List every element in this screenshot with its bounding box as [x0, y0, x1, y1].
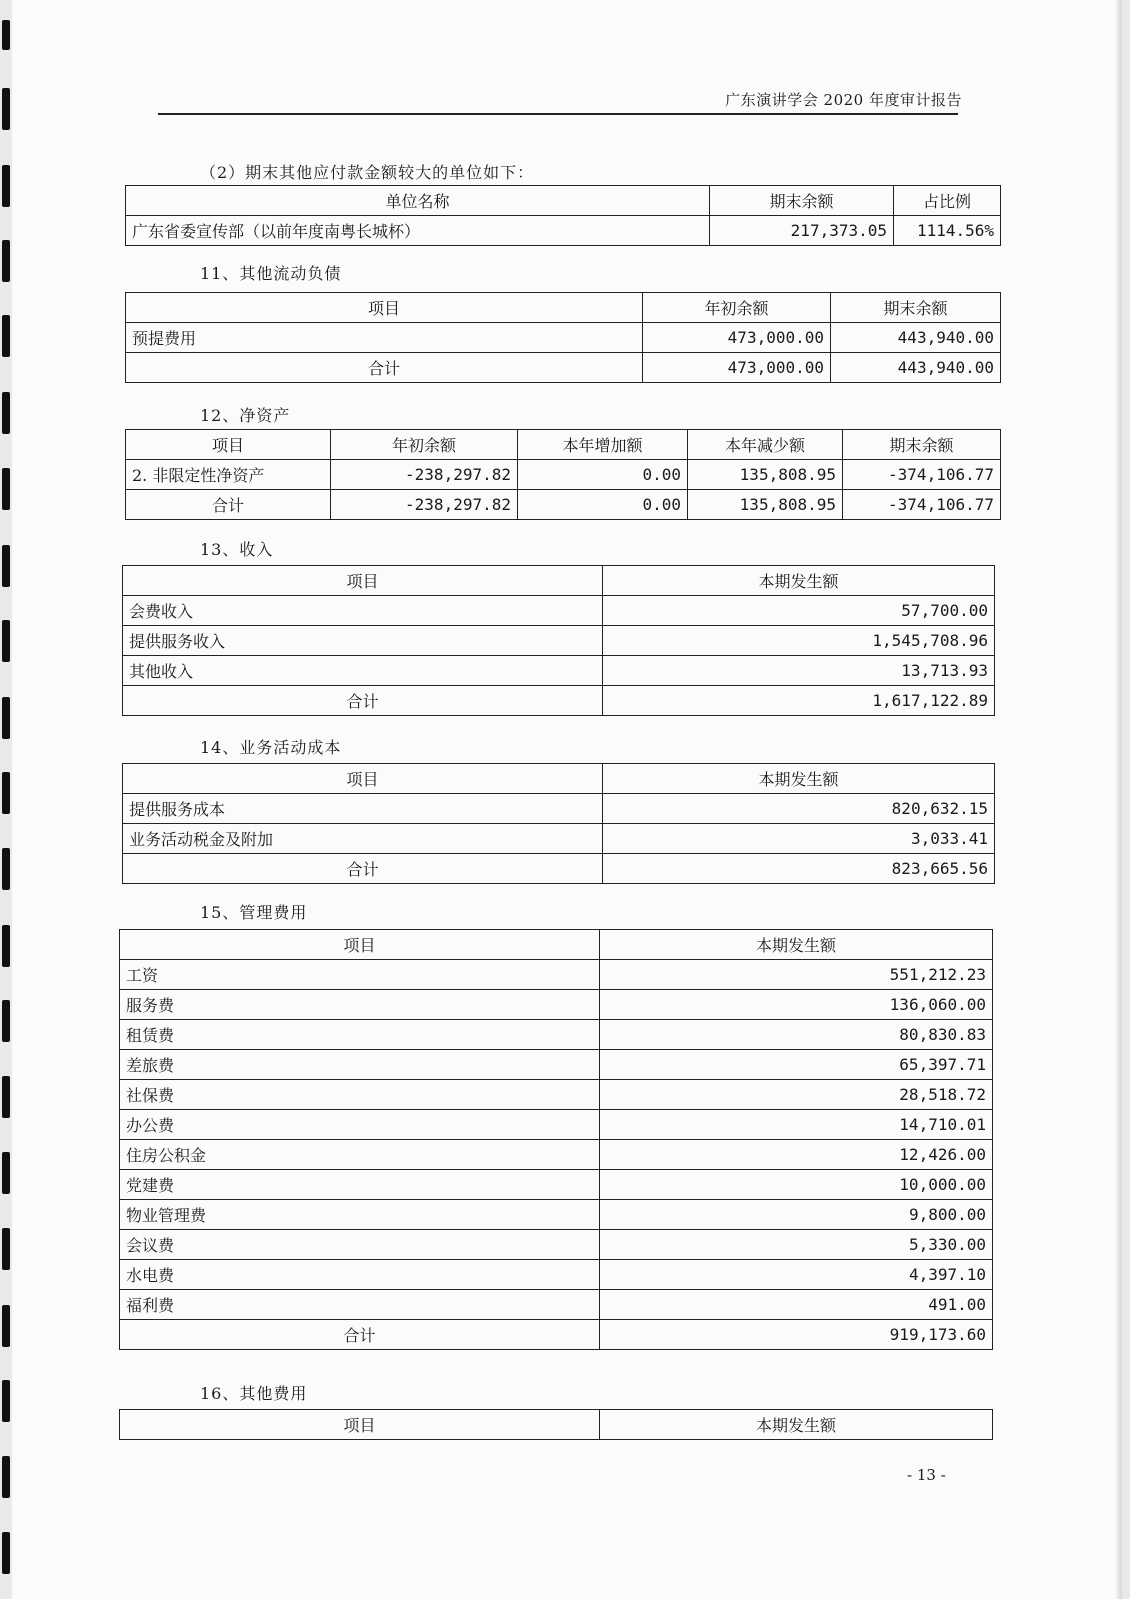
- net-assets-table: [125, 429, 1001, 520]
- cell-ratio: 1114.56%: [894, 216, 1001, 246]
- other-expense-table: [119, 1409, 993, 1440]
- column-header: 本期发生额: [600, 930, 993, 960]
- cell-item: 差旅费: [120, 1050, 600, 1080]
- binding-mark: [2, 165, 10, 207]
- cell-amount: 28,518.72: [600, 1080, 993, 1110]
- cell-amount: 135,808.95: [688, 490, 843, 520]
- section-title-15: 15、管理费用: [200, 903, 308, 922]
- cell-amount: 10,000.00: [600, 1170, 993, 1200]
- table-row: [120, 960, 993, 990]
- column-header: 期末余额: [843, 430, 1001, 460]
- binding-mark: [2, 772, 10, 814]
- total-row: [123, 686, 995, 716]
- cell-amount: 135,808.95: [688, 460, 843, 490]
- column-header: 占比例: [894, 186, 1001, 216]
- column-header: 年初余额: [643, 293, 831, 323]
- cell-item: 工资: [120, 960, 600, 990]
- cell-item: 2. 非限定性净资产: [126, 460, 331, 490]
- column-header: 年初余额: [331, 430, 518, 460]
- cell-amount: 919,173.60: [600, 1320, 993, 1350]
- binding-mark: [2, 620, 10, 662]
- column-header: 本年增加额: [518, 430, 688, 460]
- column-header: 项目: [120, 1410, 600, 1440]
- cell-item: 会议费: [120, 1230, 600, 1260]
- table-row: [120, 1260, 993, 1290]
- section-title-12: 12、净资产: [200, 406, 291, 425]
- binding-mark: [2, 88, 10, 130]
- cell-amount: 0.00: [518, 460, 688, 490]
- page-number: - 13 -: [907, 1466, 946, 1484]
- other-current-liabilities-table: [125, 292, 1001, 383]
- cell-amount: 473,000.00: [643, 353, 831, 383]
- cell-amount: -374,106.77: [843, 490, 1001, 520]
- cell-item: 业务活动税金及附加: [123, 824, 603, 854]
- table-row: [120, 1140, 993, 1170]
- cell-amount: 443,940.00: [831, 323, 1001, 353]
- binding-mark: [2, 545, 10, 587]
- table-row: [120, 1020, 993, 1050]
- table-row: [120, 990, 993, 1020]
- cell-item: 预提费用: [126, 323, 643, 353]
- binding-mark: [2, 20, 10, 50]
- total-label: 合计: [126, 490, 331, 520]
- cell-amount: 1,617,122.89: [603, 686, 995, 716]
- table-row: [123, 794, 995, 824]
- cell-amount: 57,700.00: [603, 596, 995, 626]
- column-header: 项目: [126, 293, 643, 323]
- table-row: [120, 1110, 993, 1140]
- cell-amount: -238,297.82: [331, 460, 518, 490]
- table-header-row: [123, 566, 995, 596]
- total-label: 合计: [123, 686, 603, 716]
- binding-mark: [2, 392, 10, 434]
- column-header: 本期发生额: [603, 566, 995, 596]
- cell-amount: 13,713.93: [603, 656, 995, 686]
- cell-amount: 217,373.05: [710, 216, 894, 246]
- cell-item: 其他收入: [123, 656, 603, 686]
- column-header: 项目: [120, 930, 600, 960]
- table-row: [126, 216, 1001, 246]
- cell-item: 住房公积金: [120, 1140, 600, 1170]
- total-row: [123, 854, 995, 884]
- binding-mark: [2, 1305, 10, 1347]
- cell-amount: 1,545,708.96: [603, 626, 995, 656]
- cell-item: 社保费: [120, 1080, 600, 1110]
- column-header: 单位名称: [126, 186, 710, 216]
- binding-mark: [2, 1152, 10, 1194]
- column-header: 项目: [126, 430, 331, 460]
- binding-mark: [2, 1380, 10, 1422]
- table-row: [120, 1170, 993, 1200]
- total-row: [120, 1320, 993, 1350]
- section-title-16: 16、其他费用: [200, 1384, 308, 1403]
- table-row: [120, 1200, 993, 1230]
- table-row: [123, 596, 995, 626]
- table-header-row: [123, 764, 995, 794]
- binding-mark: [2, 468, 10, 510]
- header-rule: [158, 113, 958, 115]
- table-row: [123, 626, 995, 656]
- cell-item: 党建费: [120, 1170, 600, 1200]
- column-header: 本年减少额: [688, 430, 843, 460]
- table-row: [126, 460, 1001, 490]
- cell-amount: 823,665.56: [603, 854, 995, 884]
- cell-item: 租赁费: [120, 1020, 600, 1050]
- cell-item: 提供服务成本: [123, 794, 603, 824]
- table-row: [120, 1080, 993, 1110]
- cell-item: 福利费: [120, 1290, 600, 1320]
- section-title-11: 11、其他流动负债: [200, 264, 342, 283]
- column-header: 本期发生额: [603, 764, 995, 794]
- cell-amount: 3,033.41: [603, 824, 995, 854]
- cell-amount: 136,060.00: [600, 990, 993, 1020]
- business-cost-table: [122, 763, 995, 884]
- cell-amount: 5,330.00: [600, 1230, 993, 1260]
- column-header: 期末余额: [831, 293, 1001, 323]
- cell-item: 办公费: [120, 1110, 600, 1140]
- cell-amount: -374,106.77: [843, 460, 1001, 490]
- binding-mark: [2, 848, 10, 890]
- cell-amount: 65,397.71: [600, 1050, 993, 1080]
- admin-expense-table: [119, 929, 993, 1350]
- cell-amount: 80,830.83: [600, 1020, 993, 1050]
- cell-amount: 820,632.15: [603, 794, 995, 824]
- table-row: [126, 323, 1001, 353]
- total-label: 合计: [120, 1320, 600, 1350]
- cell-item: 物业管理费: [120, 1200, 600, 1230]
- income-table: [122, 565, 995, 716]
- binding-mark: [2, 1076, 10, 1118]
- total-label: 合计: [123, 854, 603, 884]
- cell-amount: 443,940.00: [831, 353, 1001, 383]
- cell-item: 服务费: [120, 990, 600, 1020]
- cell-amount: 14,710.01: [600, 1110, 993, 1140]
- total-label: 合计: [126, 353, 643, 383]
- section-title-13: 13、收入: [200, 540, 274, 559]
- table-header-row: [126, 430, 1001, 460]
- section-title-14: 14、业务活动成本: [200, 738, 342, 757]
- binding-mark: [2, 1000, 10, 1042]
- cell-item: 水电费: [120, 1260, 600, 1290]
- cell-name: 广东省委宣传部（以前年度南粤长城杯）: [126, 216, 710, 246]
- cell-amount: 551,212.23: [600, 960, 993, 990]
- cell-amount: 0.00: [518, 490, 688, 520]
- binding-mark: [2, 315, 10, 357]
- table-header-row: [126, 293, 1001, 323]
- column-header: 期末余额: [710, 186, 894, 216]
- binding-mark: [2, 240, 10, 282]
- total-row: [126, 353, 1001, 383]
- cell-item: 提供服务收入: [123, 626, 603, 656]
- section-title-payables: （2）期末其他应付款金额较大的单位如下：: [200, 163, 535, 182]
- binding-mark: [2, 1456, 10, 1498]
- cell-amount: 4,397.10: [600, 1260, 993, 1290]
- table-row: [123, 824, 995, 854]
- binding-mark: [2, 697, 10, 739]
- table-header-row: [120, 1410, 993, 1440]
- binding-mark: [2, 1532, 10, 1574]
- total-row: [126, 490, 1001, 520]
- table-row: [120, 1050, 993, 1080]
- cell-amount: 12,426.00: [600, 1140, 993, 1170]
- binding-mark: [2, 925, 10, 967]
- cell-amount: 491.00: [600, 1290, 993, 1320]
- report-header: 广东演讲学会 2020 年度审计报告: [725, 91, 962, 109]
- table-row: [123, 656, 995, 686]
- table-row: [120, 1290, 993, 1320]
- payables-table: [125, 185, 1001, 246]
- cell-amount: 9,800.00: [600, 1200, 993, 1230]
- column-header: 项目: [123, 764, 603, 794]
- cell-amount: -238,297.82: [331, 490, 518, 520]
- paper-edge: [1116, 0, 1122, 1599]
- table-header-row: [126, 186, 1001, 216]
- table-row: [120, 1230, 993, 1260]
- column-header: 本期发生额: [600, 1410, 993, 1440]
- cell-item: 会费收入: [123, 596, 603, 626]
- binding-mark: [2, 1228, 10, 1270]
- cell-amount: 473,000.00: [643, 323, 831, 353]
- column-header: 项目: [123, 566, 603, 596]
- table-header-row: [120, 930, 993, 960]
